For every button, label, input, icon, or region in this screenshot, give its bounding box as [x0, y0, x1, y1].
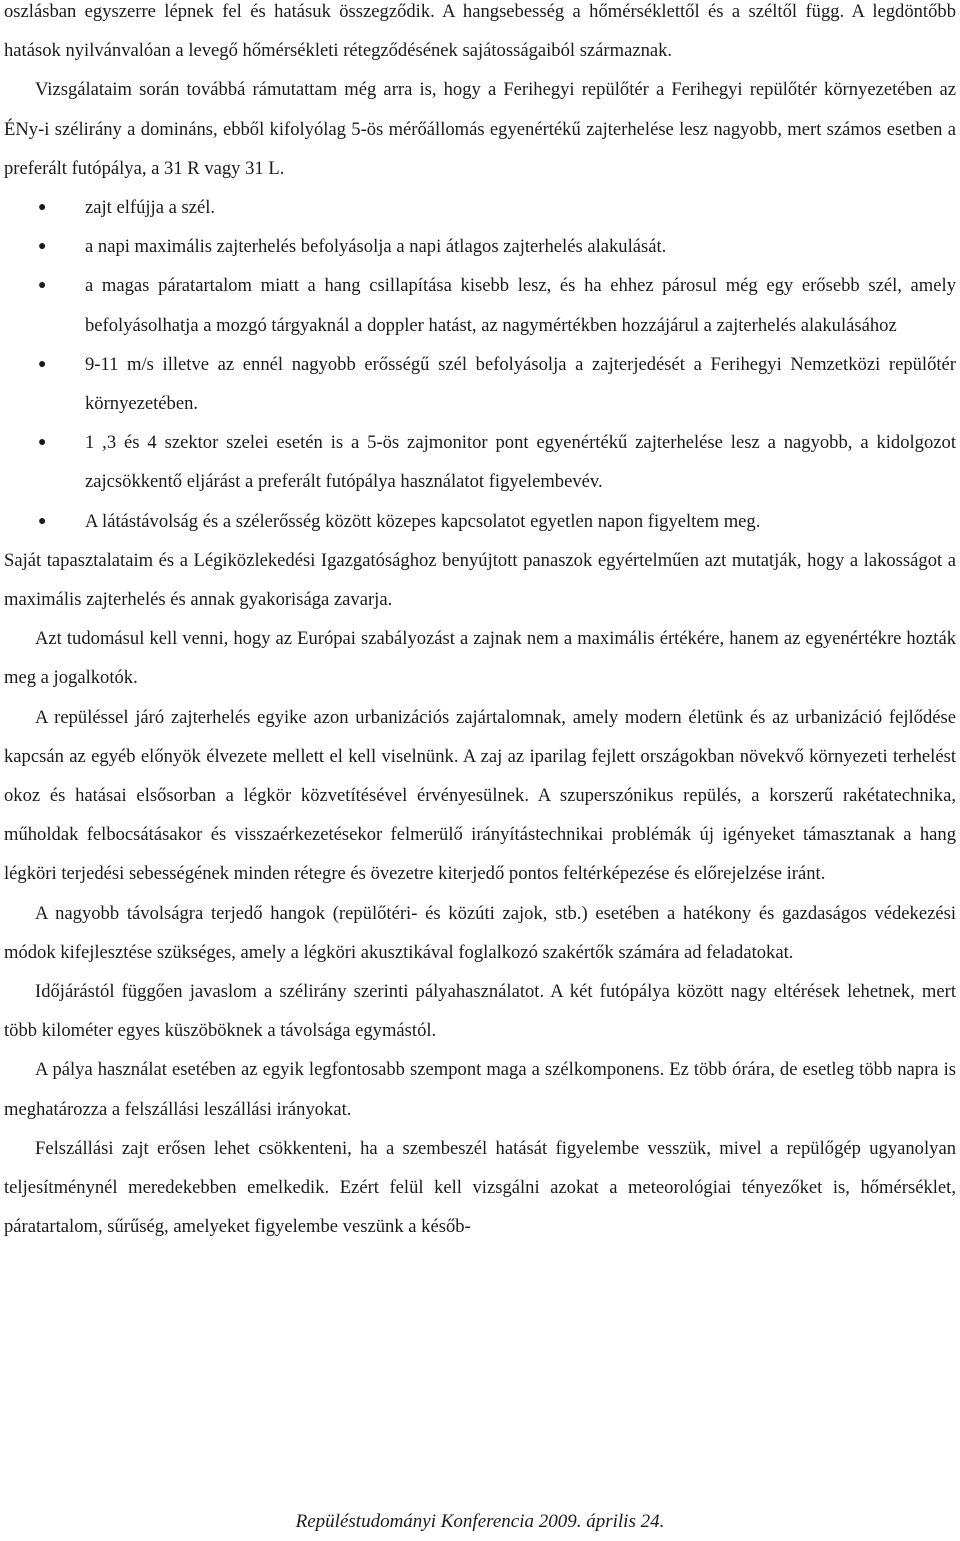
bullet-icon: ● [38, 278, 47, 294]
list-item-text: a magas páratartalom miatt a hang csillapítása kisebb lesz, és ha ehhez párosul még egy erősebb szél, amely befolyásolhatja a mozgó tárgyaknál a doppler hatást, az nagymértékben hozzájárul a zajterhelés alakulásához [85, 275, 956, 336]
list-item [4, 188, 956, 227]
bullet-icon: ● [38, 435, 47, 451]
paragraph-takeoff-noise: Felszállási zajt erősen lehet csökkenteni, ha a szembeszél hatását figyelembe vesszük, mivel a repülőgép ugyanolyan teljesítménynél meredekebben emelkedik. Ezért felül kell vizsgálni azokat a meteorológiai tényezőket is, hőmérséklet, páratartalom, sűrűség, amelyeket figyelembe veszünk a későb- [4, 1137, 956, 1238]
list-item-text: 1 ,3 és 4 szektor szelei esetén is a 5-ös zajmonitor pont egyenértékű zajterhelése lesz a nagyobb, a kidolgozot zajcsökkentő eljárást a preferált futópálya használatot figyelembevév. [85, 432, 956, 493]
paragraph-regulation: Azt tudomásul kell venni, hogy az Európai szabályozást a zajnak nem a maximális értékére, hanem az egyenértékre hozták meg a jogalkotók. [4, 628, 956, 689]
page-footer: Repüléstudományi Konferencia 2009. április 24. [295, 1511, 665, 1532]
paragraph-urbanization: A repüléssel járó zajterhelés egyike azon urbanizációs zajártalomnak, amely modern életünk és az urbanizáció fejlődése kapcsán az egyéb előnyök élvezete mellett el kell viselnünk. A zaj az iparilag fejlett országokban növekvő környezeti terhelést okoz és hatásai elsősorban a légkör közvetítésével érvényesülnek. A szuperszónikus repülés, a korszerű rakétatechnika, műholdak felbocsátásakor és visszaérkezetésekor felmerülő irányítástechnikai problémák új igényeket támasztanak a hang légköri terjedési sebességének minden rétegre és övezetre kiterjedő pontos feltérképezése és előrejelzése iránt. [4, 706, 956, 885]
list-item [4, 345, 956, 423]
paragraph-complaints: Saját tapasztalataim és a Légiközlekedési Igazgatósághoz benyújtott panaszok egyértelműen azt mutatják, hogy a lakosságot a maximális zajterhelés és annak gyakorisága zavarja. [4, 549, 956, 611]
paragraph-intro: oszlásban egyszerre lépnek fel és hatásuk összegződik. A hangsebesség a hőmérséklettől és a széltől függ. A legdöntőbb hatások nyilvánvalóan a levegő hőmérsékleti rétegződésének sajátosságaiból származnak. [4, 1, 956, 62]
paragraph-findings: Vizsgálataim során továbbá rámutattam még arra is, hogy a Ferihegyi repülőtér a Ferihegyi repülőtér környezetében az ÉNy-i szélirány a domináns, ebből kifolyólag 5-ös mérőállomás egyenértékű zajterhelése lesz nagyobb, mert számos esetben a preferált futópálya, a 31 R vagy 31 L. [4, 79, 956, 179]
findings-list [4, 188, 956, 541]
list-item-text: A látástávolság és a szélerősség között közepes kapcsolatot egyetlen napon figyeltem meg. [85, 510, 761, 532]
list-item-text: zajt elfújja a szél. [85, 197, 216, 219]
list-item [4, 266, 956, 344]
document-page [4, 0, 956, 1247]
list-item [4, 502, 956, 541]
bullet-icon: ● [38, 513, 47, 529]
bullet-icon: ● [38, 200, 47, 216]
list-item-text: 9-11 m/s illetve az ennél nagyobb erősségű szél befolyásolja a zajterjedését a Ferihegyi Nemzetközi repülőtér környezetében. [85, 353, 956, 415]
paragraph-distance-noise: A nagyobb távolságra terjedő hangok (repülőtéri- és közúti zajok, stb.) esetében a hatékony és gazdaságos védekezési módok kifejlesztése szükséges, amely a légköri akusztikával foglalkozó szakértők számára ad feladatokat. [4, 902, 956, 963]
bullet-icon: ● [38, 356, 47, 372]
paragraph-runway-recommendation: Időjárástól függően javaslom a szélirány szerinti pályahasználatot. A két futópálya között nagy eltérések lehetnek, mert több kilométer egyes küszöböknek a távolsága egymástól. [4, 981, 956, 1042]
paragraph-wind-component: A pálya használat esetében az egyik legfontosabb szempont maga a szélkomponens. Ez több órára, de esetleg több napra is meghatározza a felszállási leszállási irányokat. [4, 1059, 956, 1120]
list-item-text: a napi maximális zajterhelés befolyásolja a napi átlagos zajterhelés alakulását. [85, 236, 667, 258]
list-item [4, 423, 956, 501]
list-item [4, 227, 956, 266]
bullet-icon: ● [38, 239, 47, 255]
